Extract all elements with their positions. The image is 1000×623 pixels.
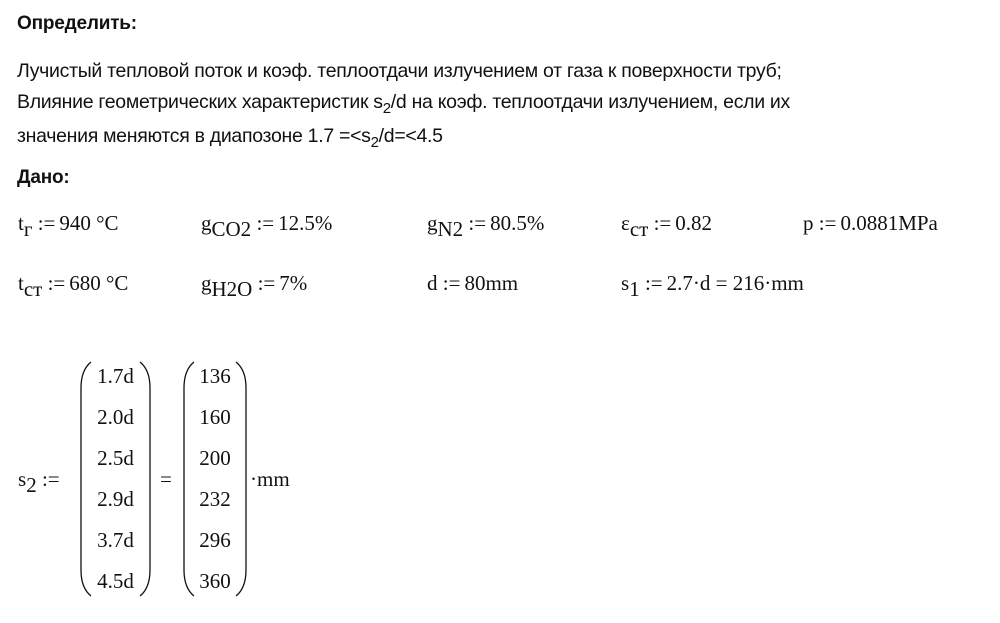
- task-line-3-b: /d=<4.5: [378, 125, 443, 147]
- task-line-3-sub: 2: [370, 134, 379, 151]
- task-line-3: [17, 125, 443, 151]
- matrix-cell: 200: [199, 446, 231, 470]
- s2-matrix-left: [79, 360, 152, 598]
- matrix-cell: 2.0d: [97, 405, 134, 429]
- matrix-cell: 3.7d: [97, 528, 134, 552]
- matrix-cell: 232: [199, 487, 231, 511]
- given-pressure: p := 0.0881MPa: [803, 211, 938, 235]
- s2-matrix-right: [182, 360, 248, 598]
- given-g-n2: $g_{N2}$ := 80.5%: [427, 211, 545, 241]
- matrix-cell: 296: [199, 528, 231, 552]
- given-t-wall: $t_{ст}$ := 680 °C: [18, 271, 129, 301]
- left-paren-icon: [182, 360, 196, 598]
- task-line-2-a: Влияние геометрических характеристик s: [17, 91, 383, 113]
- task-line-2: [17, 91, 790, 117]
- given-eps-wall: $\varepsilon_{ст}$ := 0.82: [621, 211, 713, 241]
- matrix-cell: 360: [199, 569, 231, 593]
- s2-label: $s_2$ :=: [18, 467, 60, 497]
- right-paren-icon: [234, 360, 248, 598]
- matrix-cell: 4.5d: [97, 569, 134, 593]
- given-t-gas: $t_г$ := 940 °C: [18, 211, 119, 241]
- task-line-1: Лучистый тепловой поток и коэф. теплоотдачи излучением от газа к поверхности труб;: [17, 60, 782, 82]
- matrix-cell: 160: [199, 405, 231, 429]
- left-paren-icon: [79, 360, 93, 598]
- matrix-cell: 2.9d: [97, 487, 134, 511]
- matrix-cell: 2.5d: [97, 446, 134, 470]
- s2-unit: ·mm: [250, 467, 290, 491]
- equals-sign: =: [160, 467, 172, 491]
- heading-given: Дано:: [17, 167, 70, 188]
- task-line-2-b: /d на коэф. теплоотдачи излучением, если их: [390, 91, 790, 113]
- given-diameter: d := 80mm: [427, 271, 519, 295]
- task-line-2-sub: 2: [382, 100, 391, 117]
- matrix-cell: 136: [199, 364, 231, 388]
- given-s1: $s_1$ := 2.7·d = 216·mm: [621, 271, 804, 301]
- given-g-co2: $g_{CO2}$ := 12.5%: [201, 211, 333, 241]
- task-line-3-a: значения меняются в диапозоне 1.7 =<s: [17, 125, 371, 147]
- right-paren-icon: [138, 360, 152, 598]
- matrix-cell: 1.7d: [97, 364, 134, 388]
- given-g-h2o: $g_{H2O}$ := 7%: [201, 271, 308, 301]
- heading-determine: Определить:: [17, 13, 137, 34]
